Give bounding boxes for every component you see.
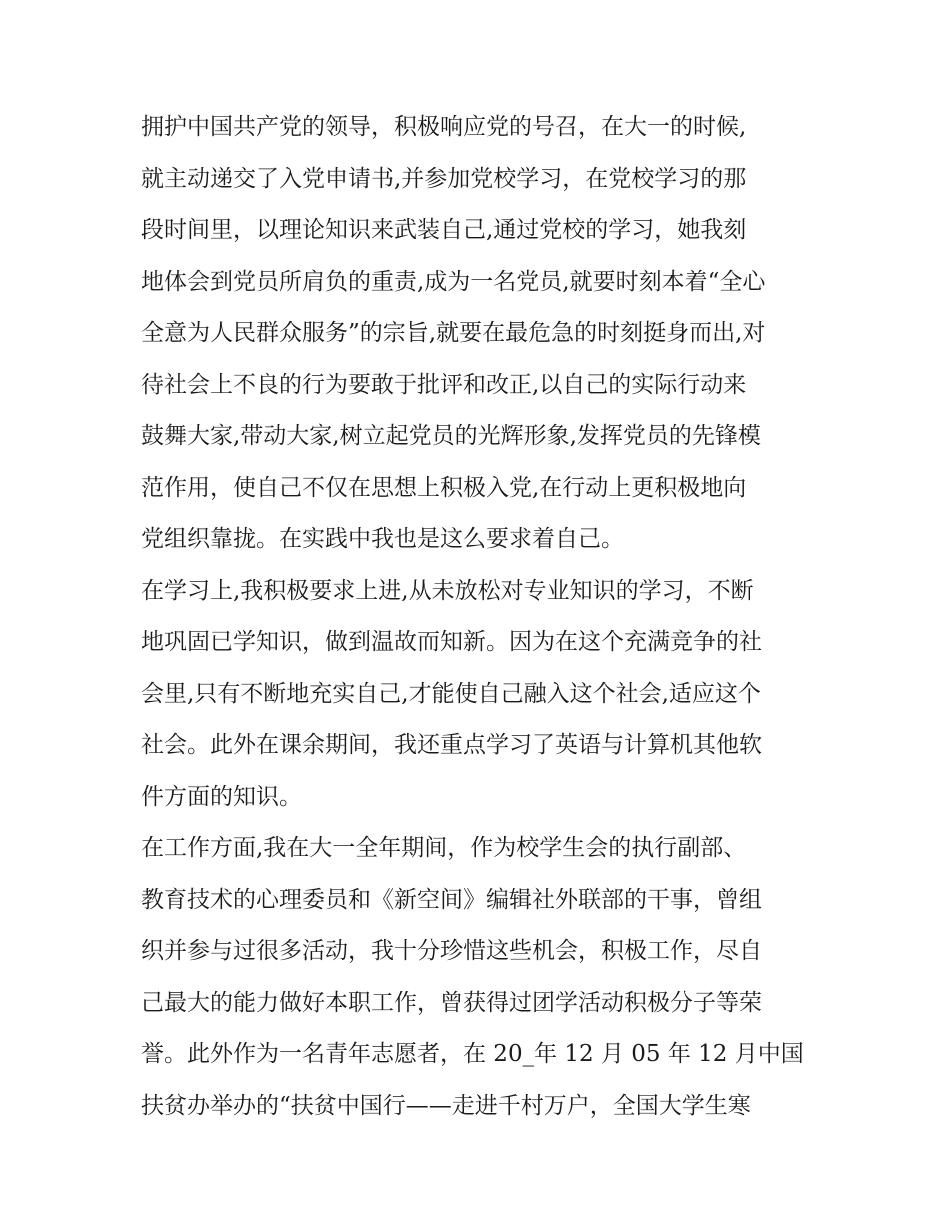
text-line-13: 社会。此外在课余期间，我还重点学习了英语与计算机其他软 bbox=[141, 732, 762, 758]
text-line-17: 织并参与过很多活动，我十分珍惜这些机会，积极工作，尽自 bbox=[141, 938, 762, 964]
text-line-10: 在学习上,我积极要求上进,从未放松对专业知识的学习，不断 bbox=[141, 577, 754, 604]
text-line-18: 己最大的能力做好本职工作，曾获得过团学活动积极分子等荣 bbox=[141, 989, 762, 1016]
document-body bbox=[141, 102, 821, 1132]
text-line-15: 在工作方面,我在大一全年期间，作为校学生会的执行副部、 bbox=[141, 835, 747, 861]
text-line-9: 党组织靠拢。在实践中我也是这么要求着自己。 bbox=[141, 526, 624, 552]
text-line-11: 地巩固已学知识，做到温故而知新。因为在这个充满竞争的社 bbox=[141, 629, 762, 655]
text-line-19: 誉。此外作为一名青年志愿者，在 20_年 12 月 05 年 12 月中国 bbox=[141, 1041, 804, 1067]
text-line-4: 地体会到党员所肩负的重责,成为一名党员,就要时刻本着“全心 bbox=[141, 268, 766, 295]
text-line-20: 扶贫办举办的“扶贫中国行——走进千村万户，全国大学生寒 bbox=[141, 1092, 751, 1119]
text-line-2: 就主动递交了入党申请书,并参加党校学习，在党校学习的那 bbox=[141, 165, 747, 192]
text-line-14: 件方面的知识。 bbox=[141, 783, 302, 810]
text-line-7: 鼓舞大家,带动大家,树立起党员的光辉形象,发挥党员的先锋模 bbox=[141, 423, 761, 449]
text-line-6: 待社会上不良的行为要敢于批评和改正,以自己的实际行动来 bbox=[141, 371, 747, 398]
text-line-1: 拥护中国共产党的领导，积极响应党的号召，在大一的时候, bbox=[141, 114, 747, 140]
text-line-12: 会里,只有不断地充实自己,才能使自己融入这个社会,适应这个 bbox=[141, 680, 761, 707]
text-line-5: 全意为人民群众服务”的宗旨,就要在最危急的时刻挺身而出,对 bbox=[141, 320, 766, 346]
text-line-3: 段时间里，以理论知识来武装自己,通过党校的学习，她我刻 bbox=[141, 217, 747, 243]
text-line-8: 范作用，使自己不仅在思想上积极入党,在行动上更积极地向 bbox=[141, 474, 747, 501]
text-line-16: 教育技术的心理委员和《新空间》编辑社外联部的干事，曾组 bbox=[141, 886, 762, 913]
